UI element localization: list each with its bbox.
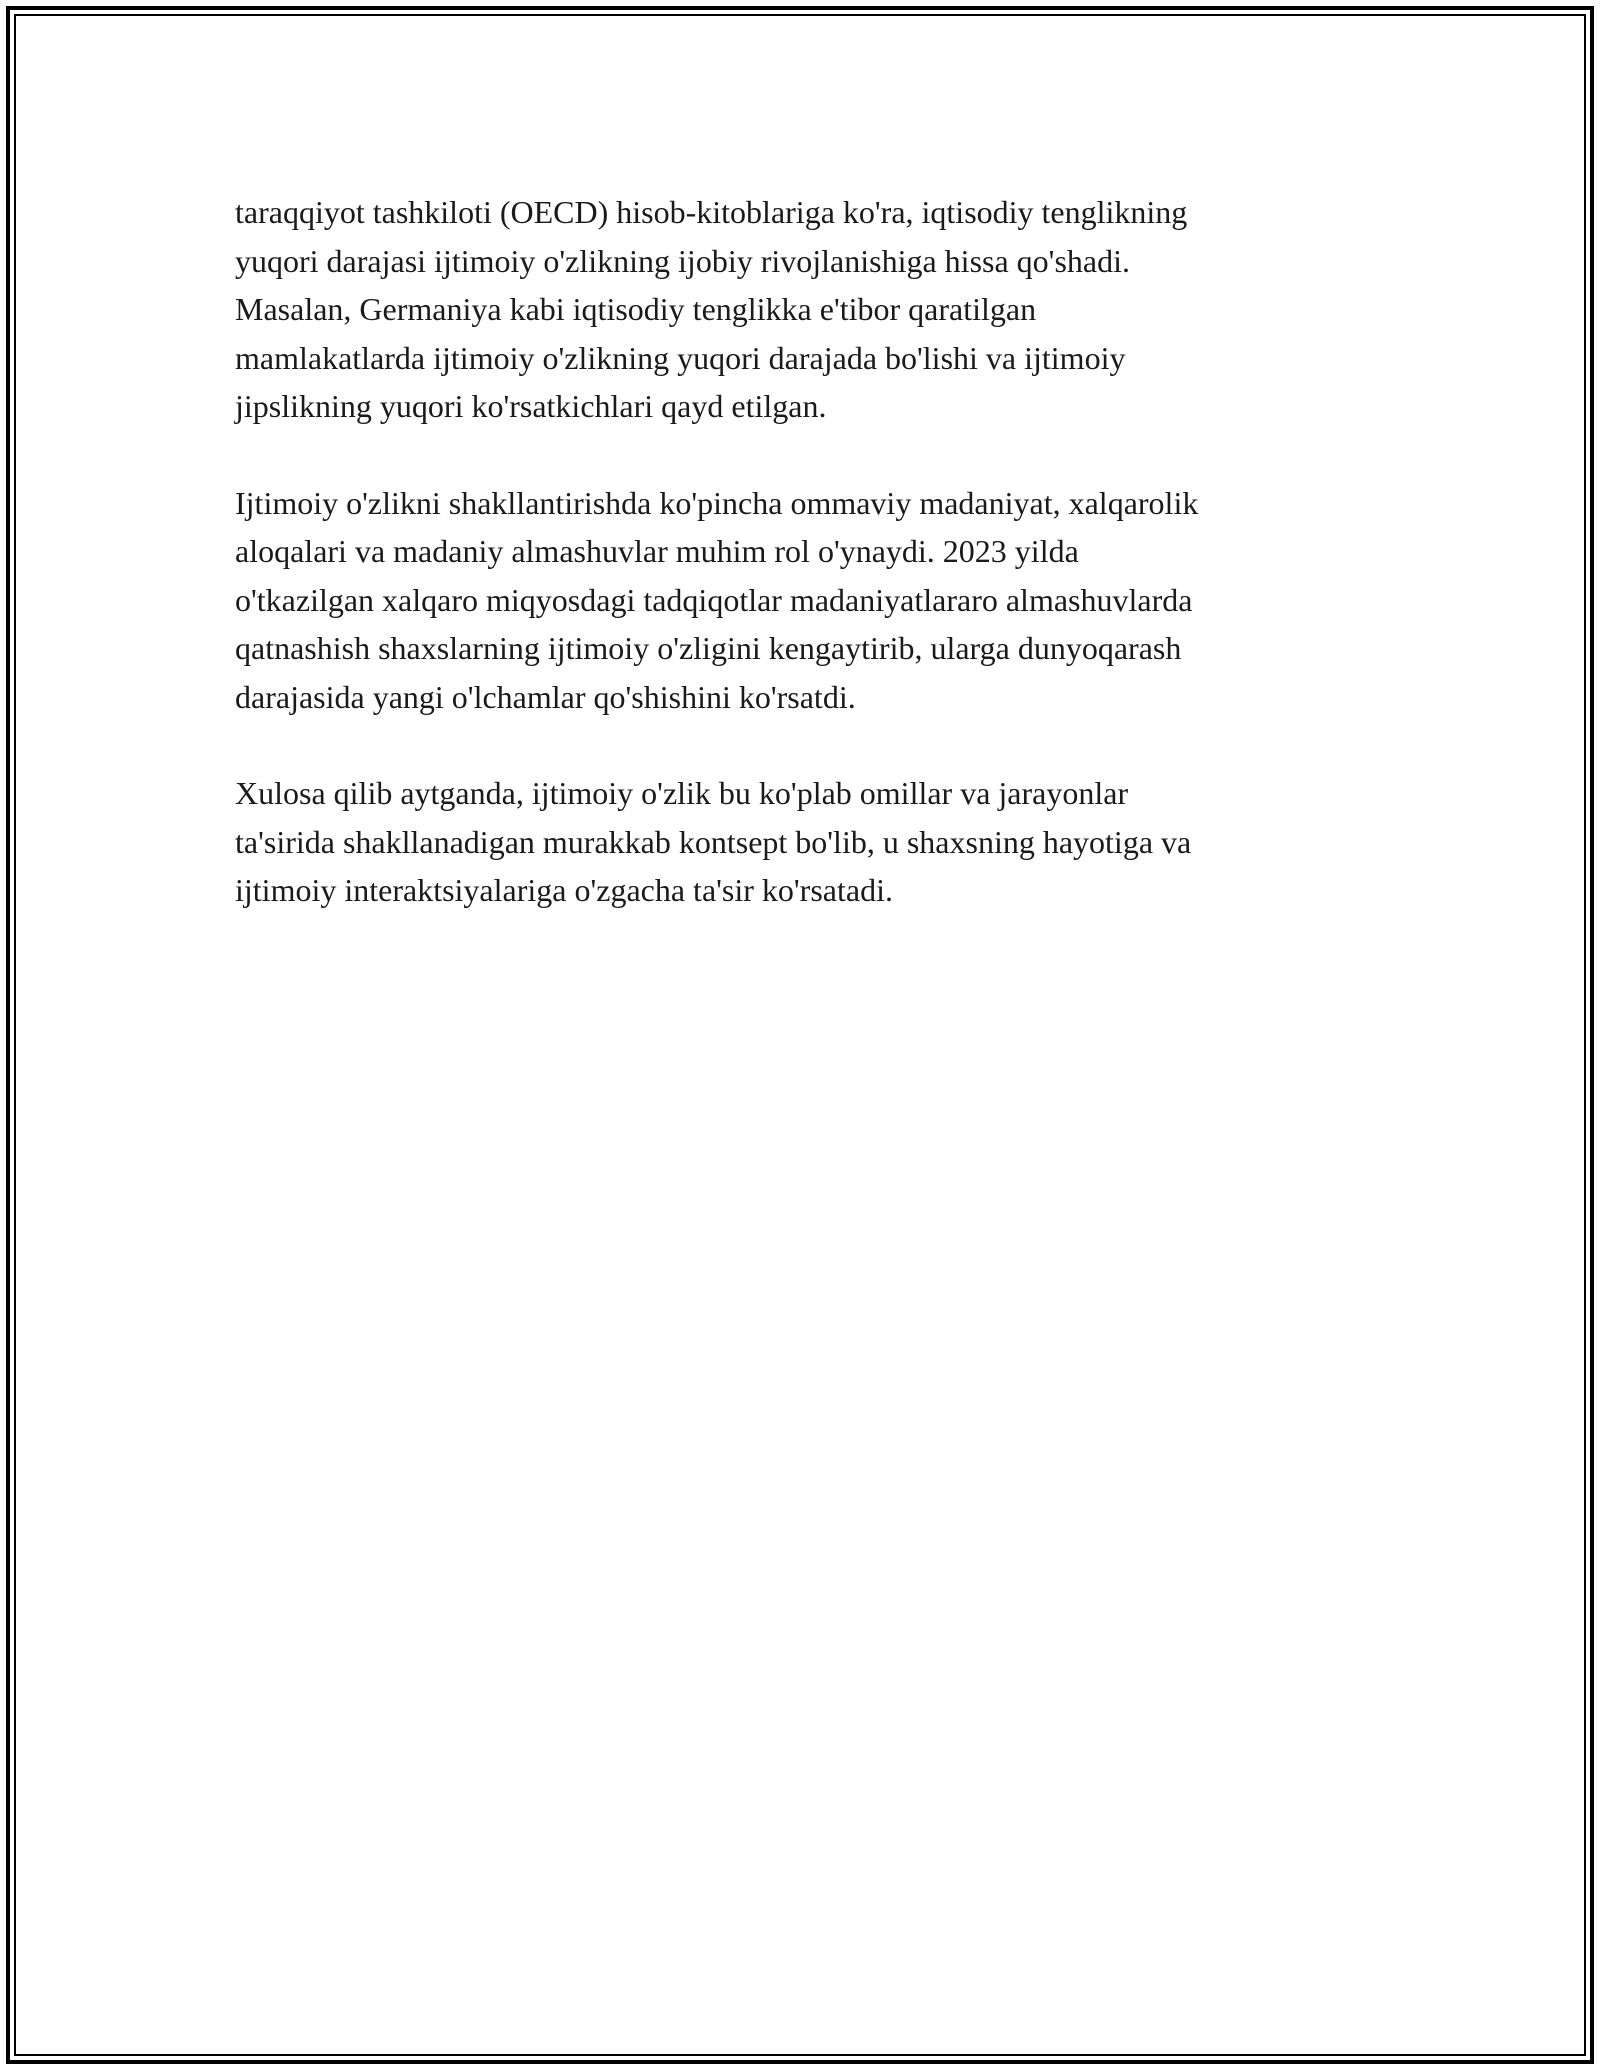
- paragraph-2: [235, 479, 1395, 722]
- text-line: taraqqiyot tashkiloti (OECD) hisob-kitoblariga ko'ra, iqtisodiy tenglikning: [235, 194, 1188, 230]
- text-line: qatnashish shaxslarning ijtimoiy o'zligini kengaytirib, ularga dunyoqarash: [235, 630, 1182, 666]
- text-line: yuqori darajasi ijtimoiy o'zlikning ijobiy rivojlanishiga hissa qo'shadi.: [235, 242, 1130, 279]
- paragraph-1: [235, 188, 1395, 431]
- text-line: mamlakatlarda ijtimoiy o'zlikning yuqori darajada bo'lishi va ijtimoiy: [235, 339, 1126, 376]
- text-line: o'tkazilgan xalqaro miqyosdagi tadqiqotlar madaniyatlararo almashuvlarda: [235, 581, 1193, 618]
- paragraph-3: [235, 769, 1395, 915]
- text-line: Ijtimoiy o'zlikni shakllantirishda ko'pincha ommaviy madaniyat, xalqarolik: [235, 484, 1199, 521]
- text-line: darajasida yangi o'lchamlar qo'shishini ko'rsatdi.: [235, 678, 856, 715]
- text-line: ta'sirida shakllanadigan murakkab kontsept bo'lib, u shaxsning hayotiga va: [235, 823, 1192, 860]
- text-line: jipslikning yuqori ko'rsatkichlari qayd etilgan.: [235, 388, 827, 424]
- text-line: aloqalari va madaniy almashuvlar muhim rol o'ynaydi. 2023 yilda: [235, 533, 1079, 569]
- text-line: Xulosa qilib aytganda, ijtimoiy o'zlik bu ko'plab omillar va jarayonlar: [235, 775, 1129, 811]
- text-line: ijtimoiy interaktsiyalariga o'zgacha ta'sir ko'rsatadi.: [235, 872, 893, 908]
- text-line: Masalan, Germaniya kabi iqtisodiy tenglikka e'tibor qaratilgan: [235, 291, 1037, 327]
- document-body: [235, 188, 1395, 963]
